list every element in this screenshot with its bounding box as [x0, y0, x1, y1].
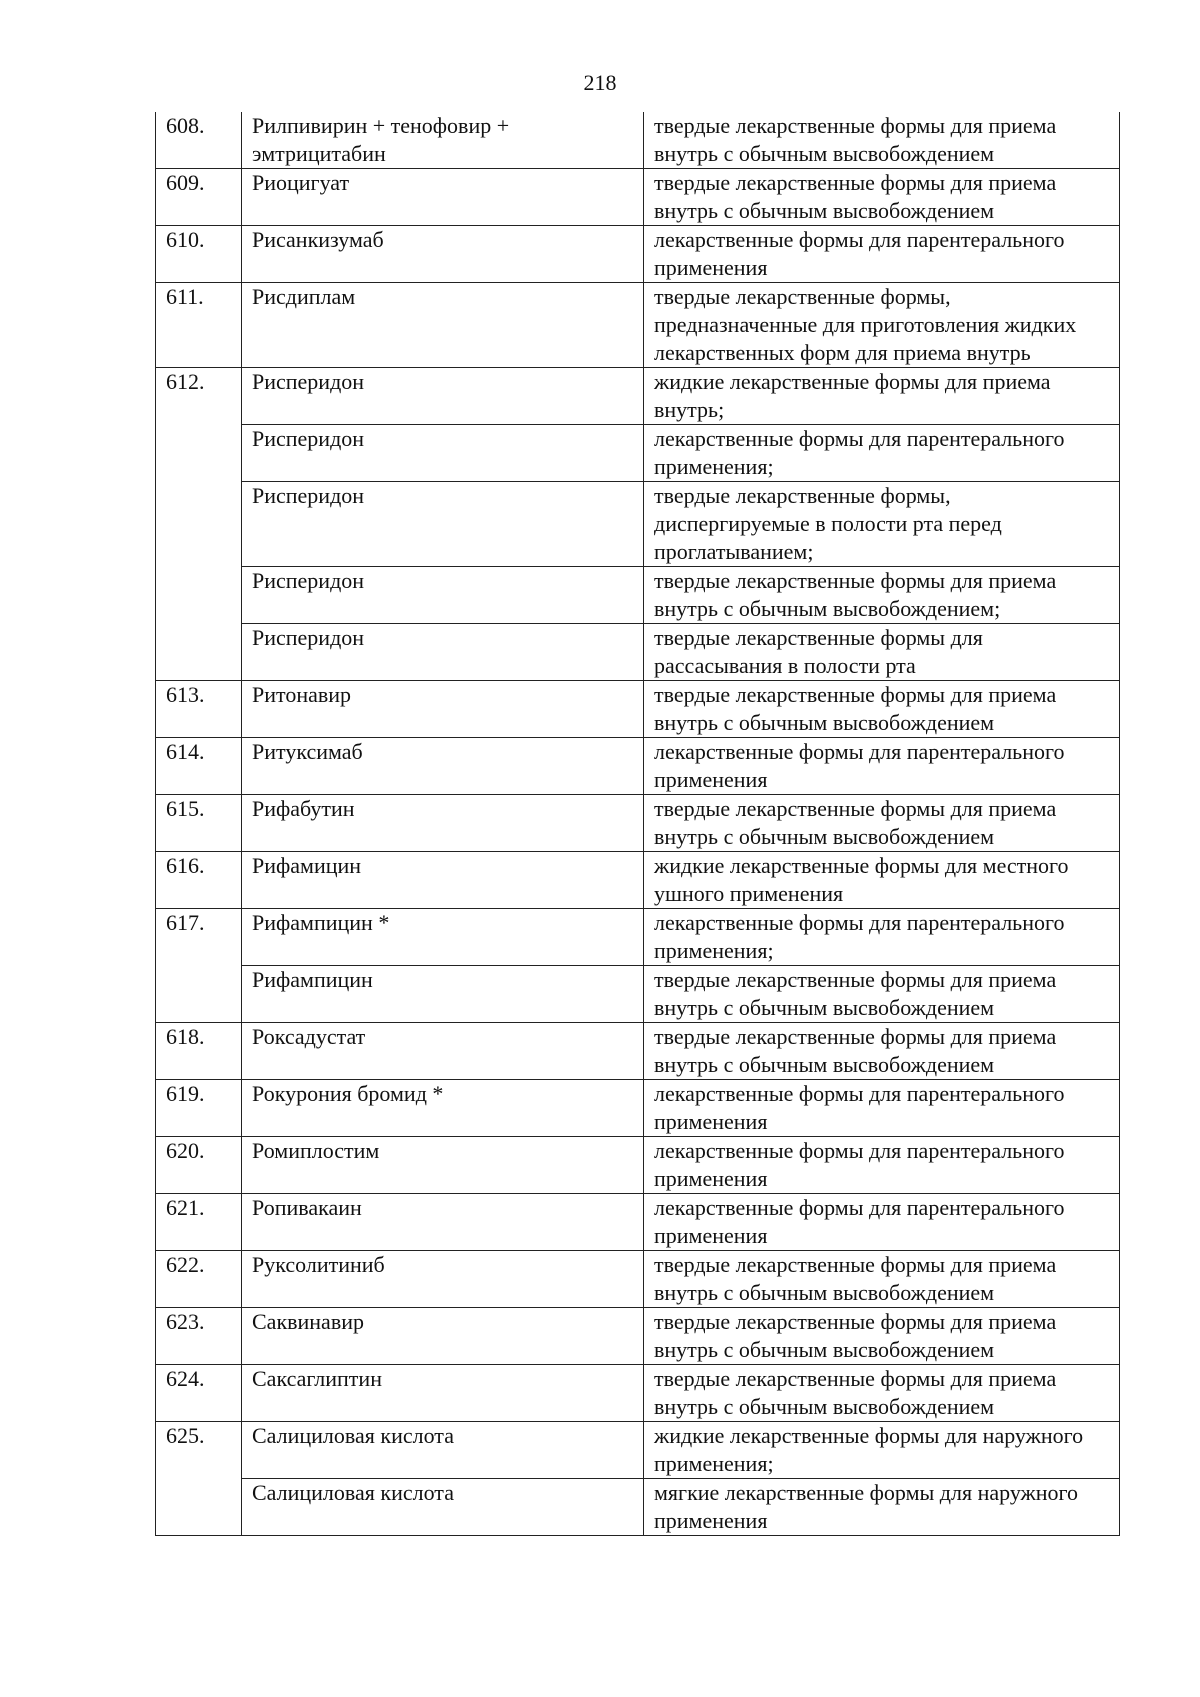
entry-number: 609.: [156, 169, 242, 226]
table-row: [156, 1080, 1120, 1137]
dosage-form: лекарственные формы для парентерального применения;: [644, 909, 1120, 966]
drug-name: Ромиплостим: [242, 1137, 644, 1194]
entry-number: 623.: [156, 1308, 242, 1365]
dosage-form: твердые лекарственные формы для приема внутрь с обычным высвобождением: [644, 112, 1120, 169]
table-row: [156, 1308, 1120, 1365]
dosage-form: твердые лекарственные формы для приема внутрь с обычным высвобождением: [644, 1308, 1120, 1365]
entry-number: 618.: [156, 1023, 242, 1080]
table-row: [156, 852, 1120, 909]
drug-name: Рисперидон: [242, 624, 644, 681]
entry-number: 608.: [156, 112, 242, 169]
dosage-form: твердые лекарственные формы для приема внутрь с обычным высвобождением: [644, 795, 1120, 852]
table-row: [156, 368, 1120, 425]
drug-name: Рисперидон: [242, 482, 644, 567]
dosage-form: лекарственные формы для парентерального применения: [644, 1194, 1120, 1251]
table-row: [156, 226, 1120, 283]
dosage-form: жидкие лекарственные формы для местного ушного применения: [644, 852, 1120, 909]
dosage-form: твердые лекарственные формы для приема внутрь с обычным высвобождением: [644, 1023, 1120, 1080]
entry-number: 614.: [156, 738, 242, 795]
dosage-form: твердые лекарственные формы для приема внутрь с обычным высвобождением: [644, 1251, 1120, 1308]
drug-name: Рифампицин *: [242, 909, 644, 966]
entry-number: 620.: [156, 1137, 242, 1194]
dosage-form: твердые лекарственные формы для приема внутрь с обычным высвобождением: [644, 681, 1120, 738]
entry-number: 625.: [156, 1422, 242, 1536]
dosage-form: твердые лекарственные формы для приема внутрь с обычным высвобождением: [644, 966, 1120, 1023]
dosage-form: лекарственные формы для парентерального применения;: [644, 425, 1120, 482]
dosage-form: твердые лекарственные формы для приема внутрь с обычным высвобождением;: [644, 567, 1120, 624]
entry-number: 616.: [156, 852, 242, 909]
entry-number: 612.: [156, 368, 242, 681]
table-row: [156, 1365, 1120, 1422]
table-row: [156, 567, 1120, 624]
table-row: [156, 738, 1120, 795]
drug-name: Рисдиплам: [242, 283, 644, 368]
page-number: 218: [583, 70, 617, 95]
dosage-form: твердые лекарственные формы, диспергируемые в полости рта перед проглатыванием;: [644, 482, 1120, 567]
drug-name: Рисперидон: [242, 567, 644, 624]
table-row: [156, 966, 1120, 1023]
table-row: [156, 425, 1120, 482]
drug-table: [155, 112, 1120, 1536]
dosage-form: лекарственные формы для парентерального применения: [644, 738, 1120, 795]
drug-name: Саквинавир: [242, 1308, 644, 1365]
table-row: [156, 1479, 1120, 1536]
drug-name: Салициловая кислота: [242, 1422, 644, 1479]
entry-number: 621.: [156, 1194, 242, 1251]
drug-name: Рилпивирин + тенофовир + эмтрицитабин: [242, 112, 644, 169]
dosage-form: лекарственные формы для парентерального применения: [644, 1137, 1120, 1194]
drug-name: Рифамицин: [242, 852, 644, 909]
entry-number: 617.: [156, 909, 242, 1023]
table-row: [156, 909, 1120, 966]
dosage-form: лекарственные формы для парентерального применения: [644, 1080, 1120, 1137]
entry-number: 615.: [156, 795, 242, 852]
dosage-form: твердые лекарственные формы для рассасывания в полости рта: [644, 624, 1120, 681]
drug-name: Риоцигуат: [242, 169, 644, 226]
dosage-form: жидкие лекарственные формы для приема внутрь;: [644, 368, 1120, 425]
table-row: [156, 1194, 1120, 1251]
table-row: [156, 1023, 1120, 1080]
table-row: [156, 112, 1120, 169]
table-row: [156, 169, 1120, 226]
table-row: [156, 1251, 1120, 1308]
entry-number: 622.: [156, 1251, 242, 1308]
drug-name: Рисперидон: [242, 368, 644, 425]
dosage-form: жидкие лекарственные формы для наружного применения;: [644, 1422, 1120, 1479]
table-row: [156, 681, 1120, 738]
table-row: [156, 283, 1120, 368]
entry-number: 610.: [156, 226, 242, 283]
drug-name: Ритонавир: [242, 681, 644, 738]
drug-name: Ритуксимаб: [242, 738, 644, 795]
dosage-form: твердые лекарственные формы для приема внутрь с обычным высвобождением: [644, 169, 1120, 226]
table-row: [156, 795, 1120, 852]
drug-name: Роксадустат: [242, 1023, 644, 1080]
table-row: [156, 624, 1120, 681]
entry-number: 619.: [156, 1080, 242, 1137]
table-row: [156, 1137, 1120, 1194]
drug-name: Ропивакаин: [242, 1194, 644, 1251]
drug-name: Рисанкизумаб: [242, 226, 644, 283]
drug-name: Рифампицин: [242, 966, 644, 1023]
drug-name: Салициловая кислота: [242, 1479, 644, 1536]
dosage-form: твердые лекарственные формы для приема внутрь с обычным высвобождением: [644, 1365, 1120, 1422]
drug-name: Саксаглиптин: [242, 1365, 644, 1422]
dosage-form: твердые лекарственные формы, предназначенные для приготовления жидких лекарственных форм для приема внутрь: [644, 283, 1120, 368]
drug-name: Рифабутин: [242, 795, 644, 852]
table-row: [156, 482, 1120, 567]
entry-number: 611.: [156, 283, 242, 368]
drug-name: Рокурония бромид *: [242, 1080, 644, 1137]
table-row: [156, 1422, 1120, 1479]
dosage-form: лекарственные формы для парентерального применения: [644, 226, 1120, 283]
table-body: [156, 112, 1120, 1536]
drug-name: Рисперидон: [242, 425, 644, 482]
drug-name: Руксолитиниб: [242, 1251, 644, 1308]
entry-number: 624.: [156, 1365, 242, 1422]
dosage-form: мягкие лекарственные формы для наружного применения: [644, 1479, 1120, 1536]
entry-number: 613.: [156, 681, 242, 738]
